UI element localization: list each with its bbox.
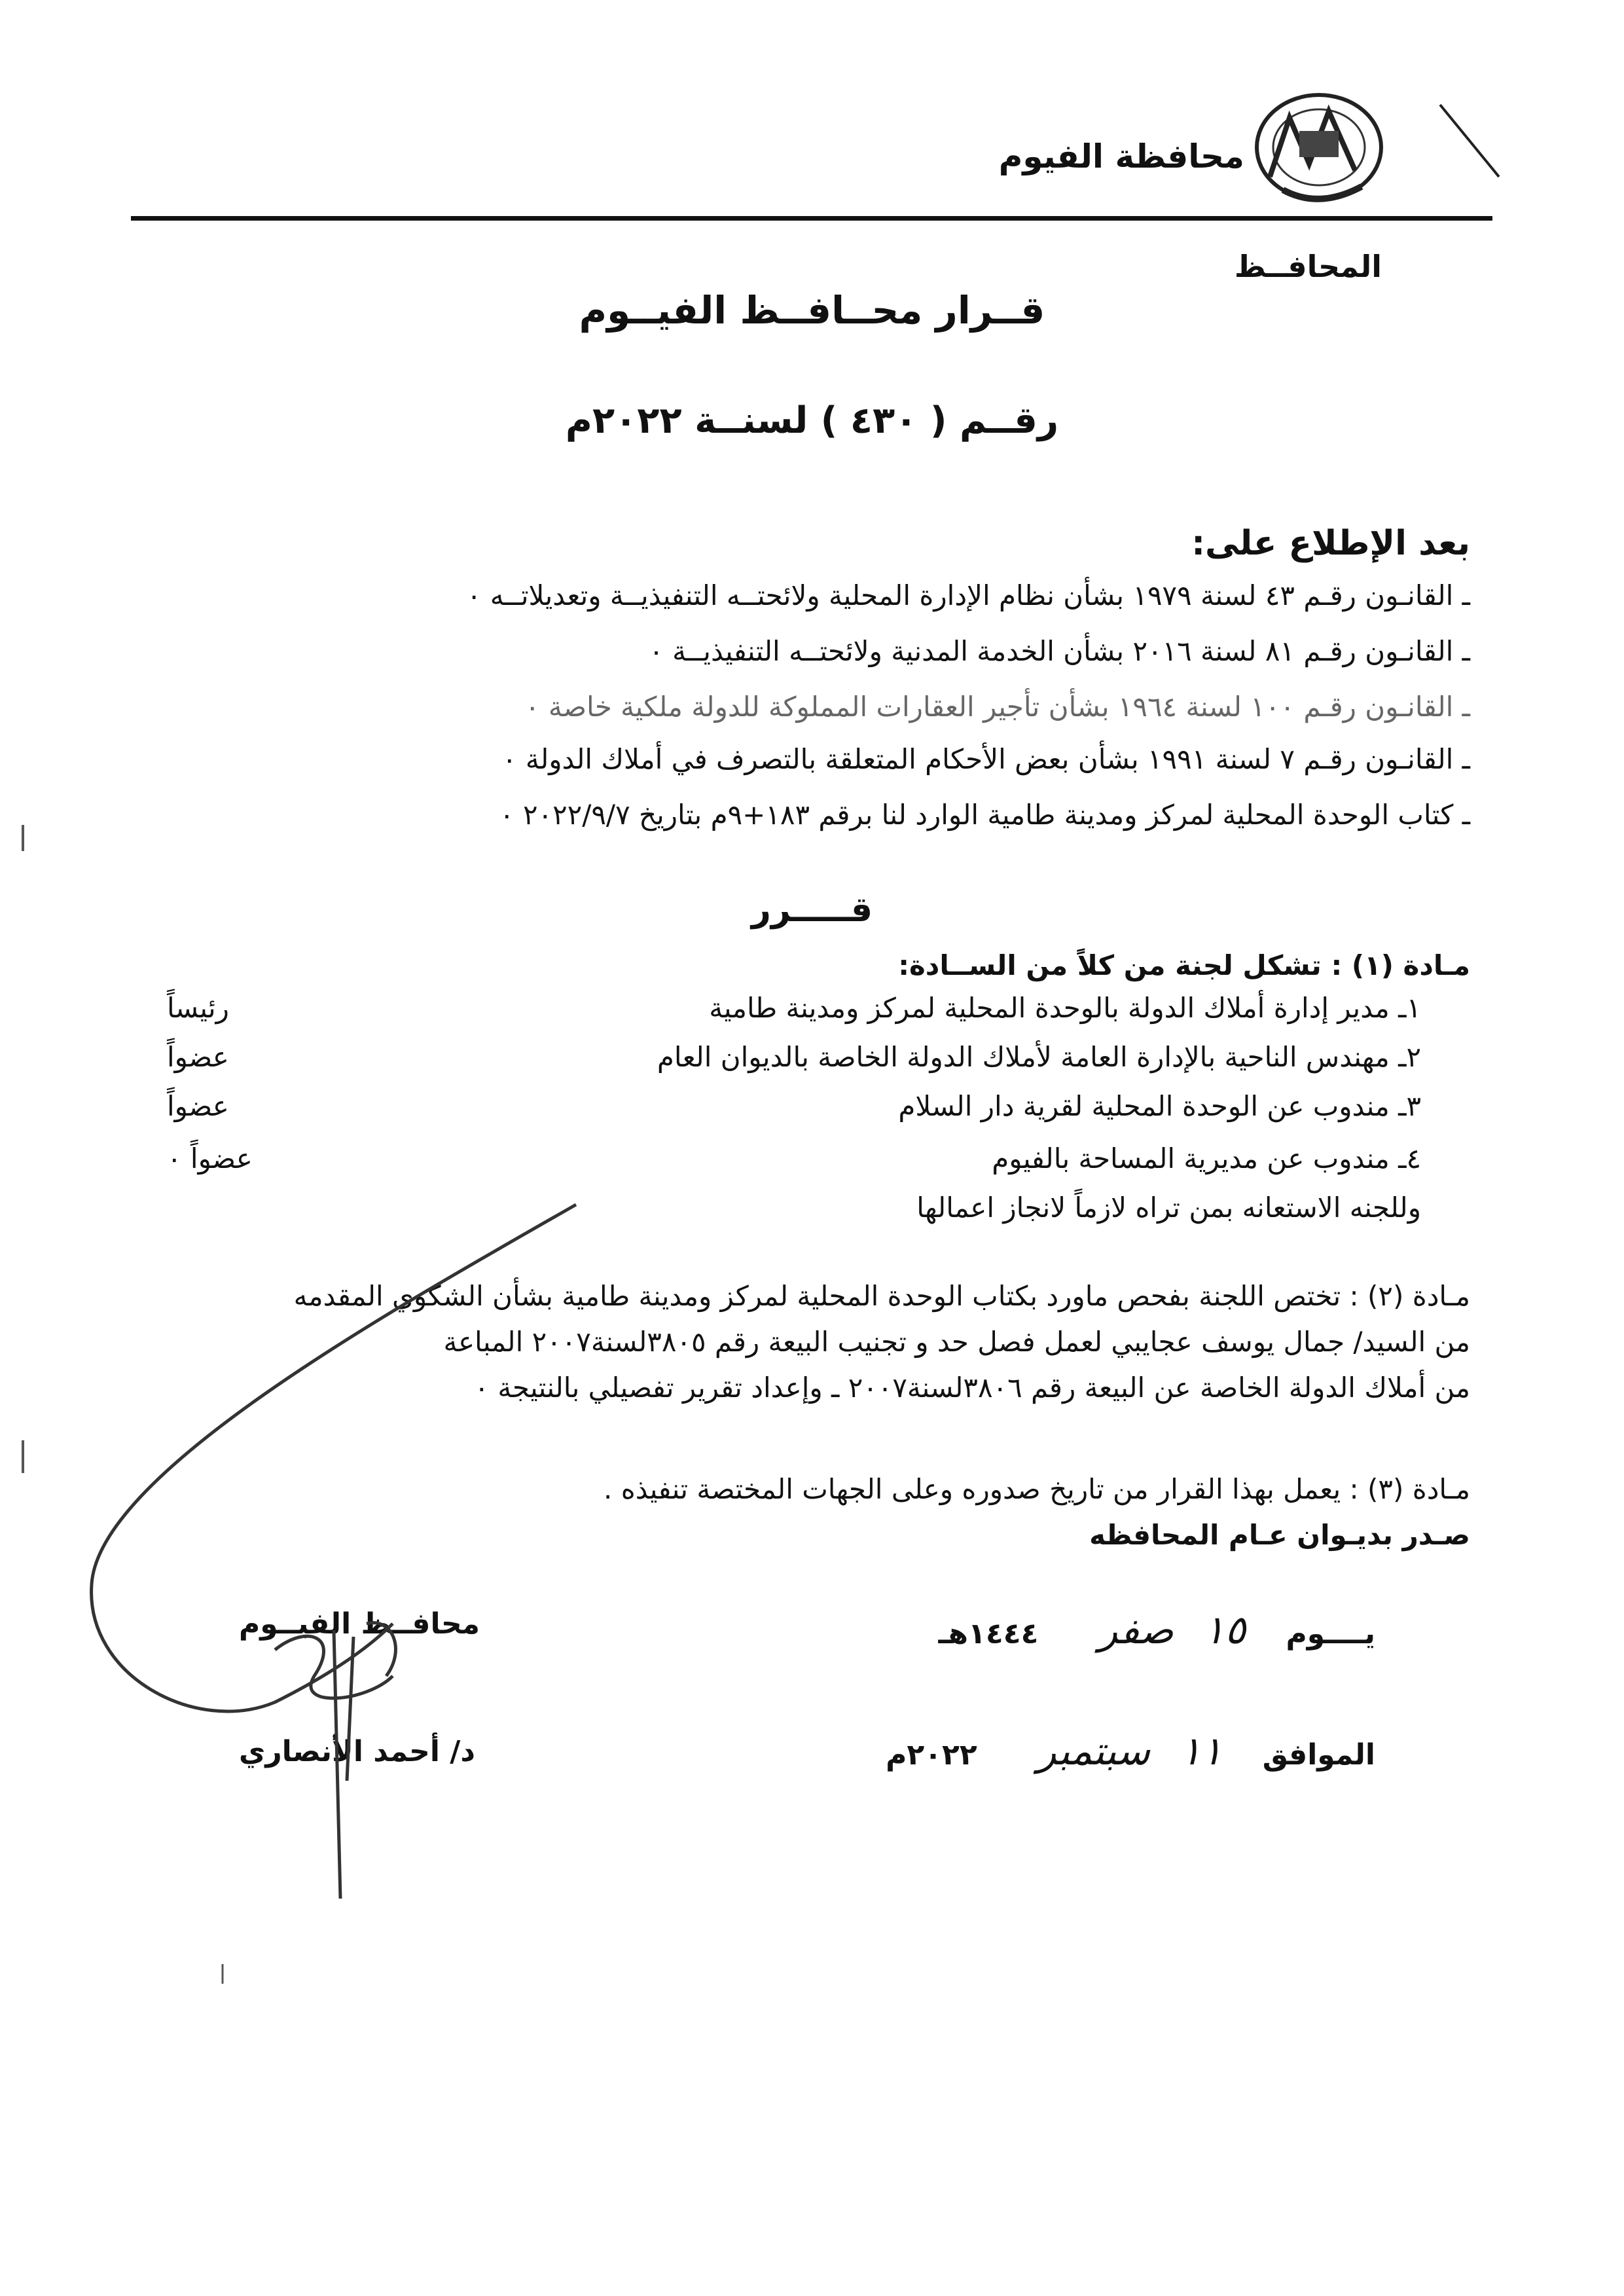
governorate-name: محافظة الفيوم <box>998 137 1244 175</box>
hijri-date <box>938 1607 1375 1653</box>
preamble-heading: بعد الإطلاع على: <box>1191 524 1470 563</box>
greg-month: سبتمبر <box>1037 1728 1151 1774</box>
article-2-line: من السيد/ جمال يوسف عجايبي لعمل فصل حد و تجنيب البيعة رقم ٣٨٠٥لسنة٢٠٠٧ المباعة <box>443 1326 1470 1358</box>
reference-line: ـ القانـون رقـم ٤٣ لسنة ١٩٧٩ بشأن نظام الإدارة المحلية ولائحتــه التنفيذيــة وتعديلاتــه ٠ <box>466 579 1470 611</box>
hijri-month: صفر <box>1098 1607 1174 1653</box>
article-1-heading: مـادة (١) : تشكل لجنة من كلاً من الســادة: <box>898 949 1470 981</box>
hijri-day: ١٥ <box>1203 1607 1246 1653</box>
governor-label: المحافــظ <box>1234 249 1382 284</box>
committee-note: وللجنه الاستعانه بمن تراه لازماً لانجاز اعمالها <box>916 1192 1421 1224</box>
committee-member: ٤ـ مندوب عن مديرية المساحة بالفيوم <box>992 1142 1421 1175</box>
article-2-line: من أملاك الدولة الخاصة عن البيعة رقم ٣٨٠٦لسنة٢٠٠٧ ـ وإعداد تقرير تفصيلي بالنتيجة ٠ <box>474 1372 1470 1404</box>
hijri-prefix: يــــوم <box>1286 1617 1375 1650</box>
article-2-line: مـادة (٢) : تختص اللجنة بفحص ماورد بكتاب الوحدة المحلية لمركز ومدينة طامية بشأن الشكوي المقدمه <box>293 1280 1470 1312</box>
governorate-seal-icon <box>1244 79 1394 210</box>
signatory-name: د/ أحمد الأنصاري <box>239 1735 475 1768</box>
committee-role: عضواً <box>167 1090 229 1122</box>
issued-at: صـدر بديـوان عـام المحافظه <box>1089 1519 1470 1551</box>
header-divider <box>131 216 1492 221</box>
decided-heading: قـــــرر <box>751 890 873 930</box>
greg-prefix: الموافق <box>1262 1738 1375 1772</box>
committee-role: رئيساً <box>167 992 229 1024</box>
hijri-year: ١٤٤٤هـ <box>938 1617 1039 1650</box>
committee-member: ٢ـ مهندس الناحية بالإدارة العامة لأملاك الدولة الخاصة بالديوان العام <box>657 1041 1421 1073</box>
greg-day: ١١ <box>1180 1728 1223 1774</box>
greg-year: ٢٠٢٢م <box>886 1738 977 1772</box>
decision-title: قــرار محــافــظ الفيــوم <box>579 288 1045 333</box>
reference-line: ـ كتاب الوحدة المحلية لمركز ومدينة طامية الوارد لنا برقم ١٨٣+٩م بتاريخ ٢٠٢٢/٩/٧ ٠ <box>499 799 1470 831</box>
gregorian-date <box>886 1728 1375 1774</box>
article-3: مـادة (٣) : يعمل بهذا القرار من تاريخ صدوره وعلى الجهات المختصة تنفيذه . <box>604 1473 1470 1505</box>
reference-line: ـ القانـون رقـم ٧ لسنة ١٩٩١ بشأن بعض الأحكام المتعلقة بالتصرف في أملاك الدولة ٠ <box>502 743 1470 775</box>
committee-member: ٣ـ مندوب عن الوحدة المحلية لقرية دار السلام <box>898 1090 1421 1122</box>
decision-number: رقــم ( ٤٣٠ ) لسنــة ٢٠٢٢م <box>565 399 1059 442</box>
committee-member: ١ـ مدير إدارة أملاك الدولة بالوحدة المحلية لمركز ومدينة طامية <box>709 992 1421 1024</box>
reference-line: ـ القانـون رقـم ٨١ لسنة ٢٠١٦ بشأن الخدمة المدنية ولائحتــه التنفيذيــة ٠ <box>649 635 1470 667</box>
committee-role: عضواً <box>167 1041 229 1073</box>
signatory-title: محافــظ الفيــوم <box>239 1607 480 1641</box>
committee-role: عضواً ٠ <box>167 1142 253 1175</box>
corner-pen-stroke <box>1440 105 1499 177</box>
reference-line: ـ القانـون رقـم ١٠٠ لسنة ١٩٦٤ بشأن تأجير العقارات المملوكة للدولة ملكية خاصة ٠ <box>524 691 1470 723</box>
